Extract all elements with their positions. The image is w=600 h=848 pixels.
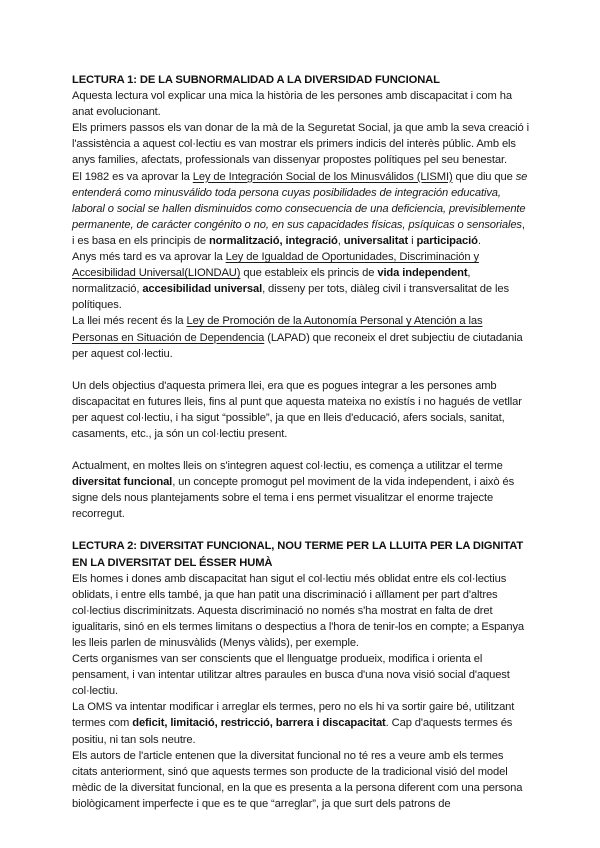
lectura-1-heading: LECTURA 1: DE LA SUBNORMALIDAD A LA DIVERSIDAD FUNCIONAL: [72, 74, 440, 86]
text-run: La OMS va intentar modificar i arreglar els termes, pero no els hi va sortir gaire bé, utilitzant termes com: [72, 701, 515, 730]
lectura-2-heading: LECTURA 2: DIVERSITAT FUNCIONAL, NOU TERME PER LA LLUITA PER LA DIGNITAT EN LA DIVERSITAT DEL ÉSSER HUMÀ: [72, 540, 524, 569]
text-run: que estableix els princis de: [240, 267, 378, 280]
lectura-1-paragraph-objectius: Un dels objectius d'aquesta primera llei, era que es pogues integrar a les persones amb discapacitat en futures lleis, fins al punt que aquesta mateixa no existís i no hagués de vetllar per aquest col·lectiu, i ha sigut “possible”, ja que en lleis d'educació, afers socials, sanitat, casaments, etc., ja són un col·lectiu present.: [72, 379, 522, 440]
lectura-2-paragraph-oms: [72, 699, 530, 747]
lectura-1-paragraph-actualment: [72, 458, 530, 522]
principle-vida-independent: vida independent: [377, 267, 468, 280]
text-run: . Cap d'aquests termes és positiu, ni tan sols neutre.: [72, 717, 513, 746]
text-run: La llei més recent és la: [72, 315, 187, 328]
text-run: .: [477, 234, 481, 247]
text-run: (LAPAD) que reconeix el dret subjectiu de ciutadania per aquest col·lectiu.: [72, 331, 523, 360]
paragraph-gap: [72, 442, 530, 458]
lectura-1-paragraph-intro: Aquesta lectura vol explicar una mica la història de les persones amb discapacitat i com ha anat evolucionant.: [72, 90, 512, 119]
principle-participacio: participació: [416, 234, 478, 247]
principle-universalitat: universalitat: [343, 234, 409, 247]
lectura-2-paragraph-discriminacio: Els homes i dones amb discapacitat han sigut el col·lectiu més oblidat entre els col·lectius oblidats, i entre ells també, ja que han patit una discriminació i aïllament per part d'altres col·lectius discriminitzats. Aquesta discriminació no només s'ha mostrat en falta de dret igualitaris, sinó en els termes limitans o despectius a l'hora de tenir-los en compte; a Espanya les lleis parlen de minusvàlids (Menys vàlids), per exemple.: [72, 572, 525, 649]
lismi-quote: se entenderá como minusválido toda persona cuyas posibilidades de integración educativa, laboral o social se hallen disminuidos como consecuencia de una deficiencia, previsiblemente permanente, de carácter congénito o no, en sus capacidades físicas, psíquicas o sensoriales: [72, 170, 528, 231]
law-liondau: Ley de Igualdad de Oportunidades, Discriminación y Accesibilidad Universal(LIONDAU): [72, 251, 479, 280]
separator: i: [408, 234, 417, 247]
law-lapad: Ley de Promoción de la Autonomía Personal y Atención a las Personas en Situación de Dependencia: [72, 315, 483, 344]
separator: ,: [337, 234, 344, 247]
paragraph-gap: [72, 522, 530, 538]
lectura-1-paragraph-lapad: [72, 313, 530, 361]
text-run: Actualment, en moltes lleis on s'integren aquest col·lectiu, es comença a utilitzar el terme: [72, 460, 503, 473]
separator: ,: [279, 234, 286, 247]
principle-integracio: integració: [285, 234, 338, 247]
lectura-2-paragraph-llenguatge: Certs organismes van ser conscients que el llenguatge produeix, modifica i orienta el pensament, i van intentar utilitzar altres paraules en busca d'una nova visió social d'aquest col·lectiu.: [72, 653, 510, 698]
lectura-2-paragraph-autors: Els autors de l'article entenen que la diversitat funcional no té res a veure amb els termes citats anteriorment, sinó que aquests termes son producte de la tradicional visió del model mèdic de la diversitat funcional, en la que es presenta a la persona diferent com una persona biològicament imperfecte i que es te que “arreglar”, ja que surt dels patrons de: [72, 749, 523, 810]
text-run: Anys més tard es va aprovar la: [72, 251, 226, 264]
text-run: , disseny per tots, diàleg civil i transversalitat de les polítiques.: [72, 283, 509, 312]
text-run: El 1982 es va aprovar la: [72, 170, 193, 183]
term-diversitat-funcional: diversitat funcional: [72, 476, 173, 489]
text-run: , normalització,: [72, 267, 471, 296]
principle-normalitzacio: normalització: [208, 234, 280, 247]
law-lismi: Ley de Integración Social de los Minusválidos (LISMI): [192, 170, 453, 183]
lectura-1-paragraph-liondau: [72, 249, 530, 313]
lectura-1-paragraph-history: Els primers passos els van donar de la mà de la Seguretat Social, ja que amb la seva creació i l'assistència a aquest col·lectiu es van mostrar els primers indicis del interès públic. Amb els anys families, afectats, professionals van dissenyar propostes polítiques pel seu benestar.: [72, 122, 529, 167]
document-page: [72, 72, 530, 812]
text-run: que diu que: [452, 170, 516, 183]
paragraph-gap: [72, 362, 530, 378]
text-run: , un concepte promogut pel moviment de la vida independent, i això és signe dels nous plantejaments sobre el tema i ens permet visualitzar el enorme trajecte recorregut.: [72, 476, 515, 521]
oms-terms: deficit, limitació, restricció, barrera i discapacitat: [132, 717, 386, 730]
principle-accesibilidad-universal: accesibilidad universal: [142, 283, 263, 296]
lectura-1-paragraph-lismi: [72, 169, 530, 249]
text-run: , i es basa en els principis de: [72, 218, 525, 247]
